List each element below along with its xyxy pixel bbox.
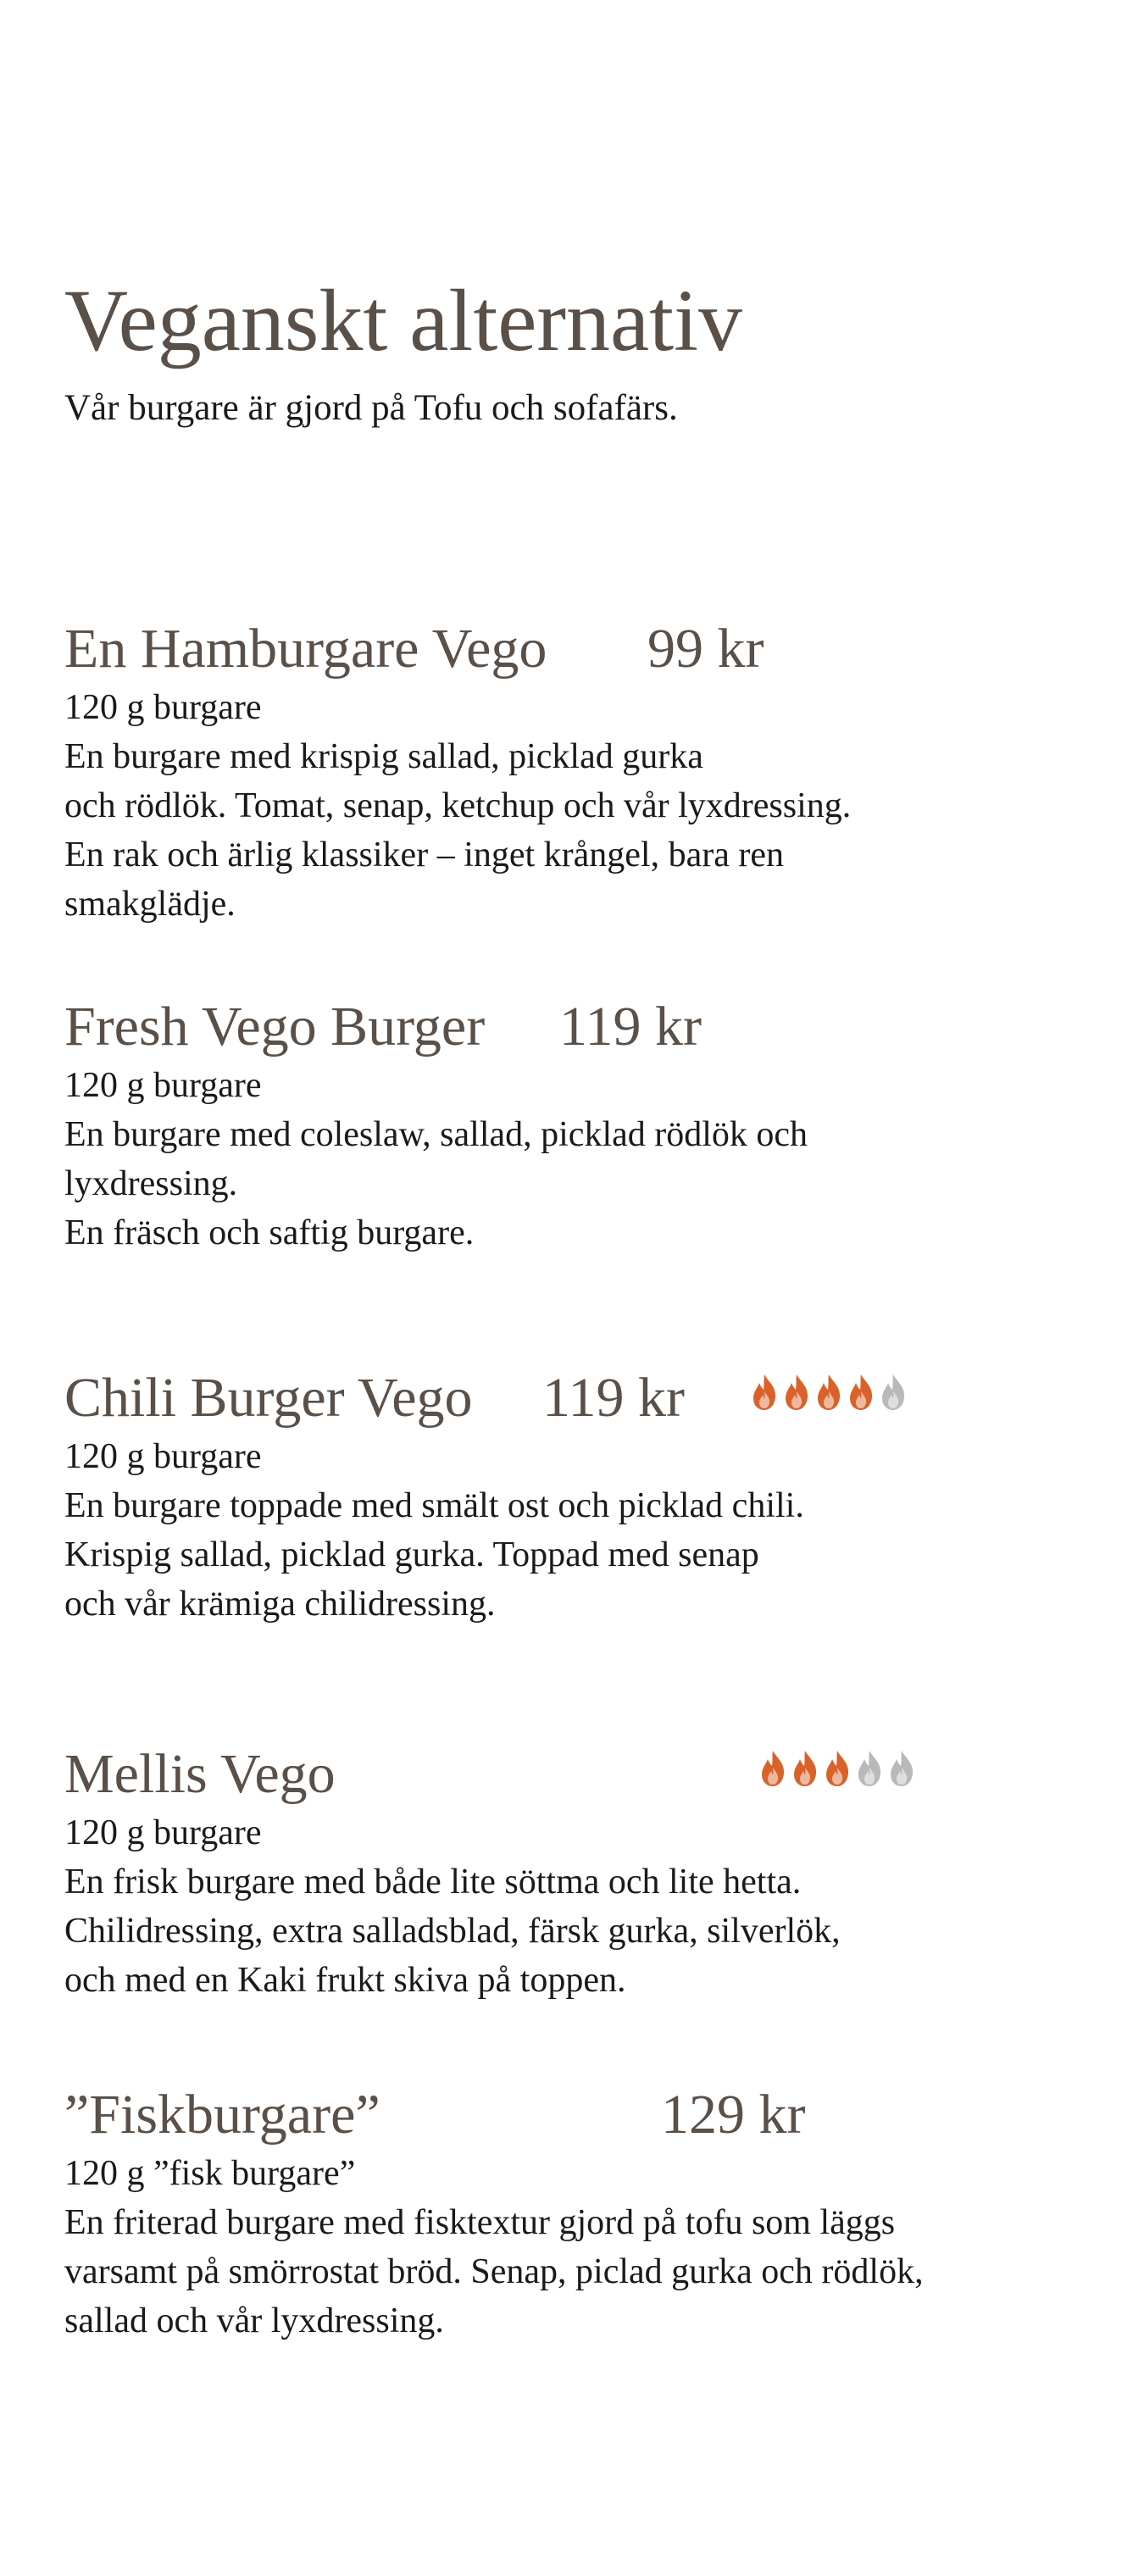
item-details: [64, 683, 1073, 929]
item-weight: 120 g burgare: [64, 1813, 262, 1852]
item-description-line: En rak och ärlig klassiker – inget krångel, bara ren: [64, 836, 785, 874]
item-header: [64, 993, 1073, 1061]
item-header: [64, 615, 1073, 683]
item-description-line: och med en Kaki frukt skiva på toppen.: [64, 1961, 626, 2000]
menu-item-hamburgare-vego: [64, 615, 1073, 929]
item-name: Chili Burger Vego: [64, 1367, 473, 1429]
item-description-line: varsamt på smörrostat bröd. Senap, piclad gurka och rödlök,: [64, 2252, 924, 2291]
item-description-line: En friterad burgare med fisktextur gjord på tofu som läggs: [64, 2203, 896, 2242]
flame-icon-inactive: [888, 1749, 915, 1788]
item-description-line: En burgare toppade med smält ost och picklad chili.: [64, 1486, 804, 1525]
menu-item-fiskburgare: [64, 2081, 1073, 2346]
page-title: Veganskt alternativ: [64, 272, 742, 369]
item-details: [64, 1432, 1073, 1629]
item-details: [64, 1808, 1073, 2005]
menu-item-fresh-vego-burger: [64, 993, 1073, 1257]
flame-icon-active: [759, 1749, 786, 1788]
item-description-line: En burgare med coleslaw, sallad, picklad rödlök och: [64, 1115, 808, 1154]
item-description-line: sallad och vår lyxdressing.: [64, 2301, 444, 2340]
item-weight: 120 g burgare: [64, 1066, 262, 1105]
item-price: 99 kr: [647, 618, 764, 680]
item-weight: 120 g burgare: [64, 1437, 262, 1476]
item-price: 119 kr: [559, 996, 703, 1058]
item-header: [64, 2081, 1073, 2149]
flame-icon-inactive: [880, 1373, 907, 1412]
flame-icon-active: [783, 1373, 810, 1412]
heat-rating: [751, 1373, 907, 1412]
heat-rating: [759, 1749, 915, 1788]
item-price: 129 kr: [661, 2084, 806, 2146]
item-description-line: och vår krämiga chilidressing.: [64, 1585, 496, 1624]
item-weight: 120 g burgare: [64, 688, 262, 727]
menu-item-chili-burger-vego: [64, 1364, 1073, 1629]
flame-icon-active: [847, 1373, 875, 1412]
item-description-line: och rödlök. Tomat, senap, ketchup och vår lyxdressing.: [64, 786, 852, 825]
item-name: ”Fiskburgare”: [64, 2084, 380, 2146]
item-weight: 120 g ”fisk burgare”: [64, 2154, 356, 2193]
item-name: Mellis Vego: [64, 1743, 336, 1805]
item-description-line: smakglädje.: [64, 885, 236, 924]
item-name: En Hamburgare Vego: [64, 618, 547, 680]
item-description-line: En burgare med krispig sallad, picklad gurka: [64, 737, 703, 776]
item-description-line: En frisk burgare med både lite söttma och lite hetta.: [64, 1863, 802, 1901]
item-description-line: Chilidressing, extra salladsblad, färsk gurka, silverlök,: [64, 1912, 841, 1951]
item-description-line: lyxdressing.: [64, 1164, 238, 1203]
flame-icon-inactive: [856, 1749, 883, 1788]
menu-item-mellis-vego: [64, 1740, 1073, 2005]
flame-icon-active: [791, 1749, 819, 1788]
item-description-line: En fräsch och saftig burgare.: [64, 1213, 475, 1252]
flame-icon-active: [815, 1373, 842, 1412]
item-details: [64, 2149, 1073, 2346]
item-price: 119 kr: [542, 1367, 686, 1429]
page-subtitle: Vår burgare är gjord på Tofu och sofafärs.: [64, 388, 678, 428]
item-description-line: Krispig sallad, picklad gurka. Toppad med senap: [64, 1535, 759, 1574]
item-name: Fresh Vego Burger: [64, 996, 486, 1058]
flame-icon-active: [751, 1373, 778, 1412]
item-details: [64, 1061, 1073, 1257]
item-header: [64, 1364, 1073, 1432]
flame-icon-active: [824, 1749, 851, 1788]
item-header: [64, 1740, 1073, 1808]
